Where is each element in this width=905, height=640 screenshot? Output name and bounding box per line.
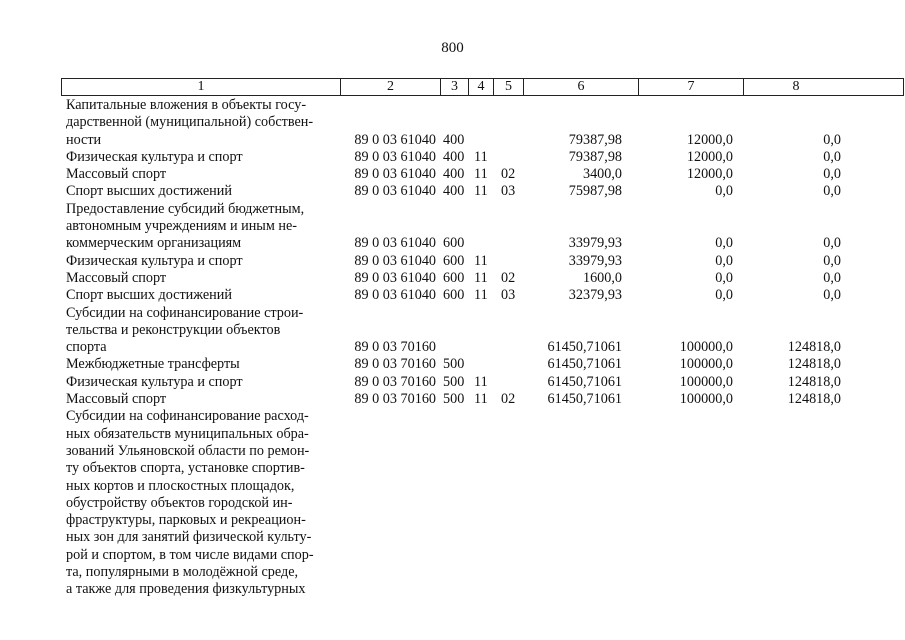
table-row [61, 253, 904, 270]
row-name [61, 356, 340, 373]
column-header-1: 1 [62, 79, 341, 95]
row-value-6: 75987,98 [568, 183, 622, 200]
row-name-line: Массовый спорт [66, 166, 167, 183]
row-name [61, 391, 340, 408]
row-csr: 89 0 03 70160 [354, 339, 436, 356]
row-rz: 11 [474, 373, 488, 390]
row-name [61, 287, 340, 304]
row-name-line: зований Ульяновской области по ремон- [66, 442, 310, 459]
row-rz: 11 [474, 148, 488, 165]
row-value-6: 3400,0 [582, 166, 622, 183]
row-name-line: Физическая культура и спорт [66, 373, 243, 390]
row-name-line: ту объектов спорта, установке спортив- [66, 460, 305, 477]
column-header-2: 2 [341, 79, 441, 95]
row-name-line: Спорт высших достижений [66, 287, 232, 304]
row-rz: 11 [474, 166, 488, 183]
row-vr: 400 [443, 183, 465, 200]
row-name-line: Межбюджетные трансферты [66, 356, 240, 373]
row-pr: 02 [501, 166, 516, 183]
row-pr [493, 235, 523, 252]
page-number: 800 [441, 40, 464, 56]
row-pr [493, 253, 523, 270]
column-header-8: 8 [792, 79, 800, 94]
row-value-8: 124818,0 [787, 373, 841, 390]
row-value-7: 100000,0 [679, 356, 733, 373]
column-header-3: 3 [441, 79, 469, 95]
row-name [61, 166, 340, 183]
row-value-7: 0,0 [715, 269, 733, 286]
row-vr: 400 [443, 166, 465, 183]
table-body [61, 97, 904, 599]
row-rz: 11 [474, 269, 488, 286]
table-row [61, 166, 904, 183]
row-name-line: коммерческим организациям [66, 235, 242, 252]
row-name-line: ных зон для занятий физической культу- [66, 529, 312, 546]
row-pr [493, 374, 523, 391]
column-header-6: 6 [524, 79, 639, 95]
row-name-line: обустройству объектов городской ин- [66, 494, 293, 511]
row-vr: 500 [443, 356, 465, 373]
row-value-6: 79387,98 [568, 131, 622, 148]
row-value-6: 61450,71061 [547, 373, 622, 390]
row-pr: 02 [501, 391, 516, 408]
row-csr: 89 0 03 61040 [354, 166, 436, 183]
row-csr: 89 0 03 70160 [354, 373, 436, 390]
row-csr: 89 0 03 70160 [354, 391, 436, 408]
row-name-line: Массовый спорт [66, 269, 167, 286]
row-pr: 02 [501, 269, 516, 286]
row-name-line: спорта [66, 339, 107, 356]
column-header-5: 5 [494, 79, 524, 95]
row-name-line: та, популярными в молодёжной среде, [66, 564, 299, 581]
row-csr: 89 0 03 61040 [354, 252, 436, 269]
row-value-8: 124818,0 [787, 339, 841, 356]
row-rz [468, 356, 493, 373]
row-value-6: 32379,93 [568, 287, 622, 304]
row-name-line: ности [66, 131, 102, 148]
row-value-7: 0,0 [715, 252, 733, 269]
row-value-8: 0,0 [823, 148, 841, 165]
row-csr: 89 0 03 70160 [354, 356, 436, 373]
table-row [61, 149, 904, 166]
row-value-7: 100000,0 [679, 339, 733, 356]
row-pr: 03 [501, 183, 516, 200]
row-csr: 89 0 03 61040 [354, 269, 436, 286]
row-value-6: 33979,93 [568, 252, 622, 269]
row-name [61, 201, 340, 253]
row-value-8: 0,0 [823, 183, 841, 200]
row-value-8: 0,0 [823, 131, 841, 148]
row-value-7: 12000,0 [686, 131, 733, 148]
table-row [61, 356, 904, 373]
row-pr [493, 339, 523, 356]
row-pr [493, 356, 523, 373]
row-vr: 500 [443, 391, 465, 408]
row-vr [440, 339, 468, 356]
row-value-8: 0,0 [823, 287, 841, 304]
row-rz: 11 [474, 183, 488, 200]
row-value-7: 12000,0 [686, 166, 733, 183]
row-csr: 89 0 03 61040 [354, 183, 436, 200]
row-name [61, 97, 340, 149]
table-header [61, 78, 904, 96]
row-csr: 89 0 03 61040 [354, 235, 436, 252]
row-value-6: 61450,71061 [547, 391, 622, 408]
row-name-line: тельства и реконструкции объектов [66, 321, 281, 338]
row-value-7: 100000,0 [679, 373, 733, 390]
row-rz [468, 132, 493, 149]
row-name-line: ных кортов и плоскостных площадок, [66, 477, 295, 494]
table-row [61, 408, 904, 598]
row-vr: 600 [443, 269, 465, 286]
row-value-8: 0,0 [823, 166, 841, 183]
table-row [61, 391, 904, 408]
table-row [61, 305, 904, 357]
row-name-line: ных обязательств муниципальных обра- [66, 425, 309, 442]
column-header-7: 7 [639, 79, 744, 95]
row-rz [468, 339, 493, 356]
row-vr: 600 [443, 235, 465, 252]
row-value-8: 0,0 [823, 235, 841, 252]
row-vr: 400 [443, 148, 465, 165]
row-name-line: а также для проведения физкультурных [66, 581, 306, 598]
row-rz: 11 [474, 391, 488, 408]
row-name-line: Субсидии на софинансирование расход- [66, 408, 309, 425]
row-vr: 600 [443, 252, 465, 269]
row-value-8: 0,0 [823, 269, 841, 286]
row-csr: 89 0 03 61040 [354, 131, 436, 148]
row-name-line: фраструктуры, парковых и рекреацион- [66, 512, 306, 529]
row-name-line: Предоставление субсидий бюджетным, [66, 200, 305, 217]
row-name [61, 305, 340, 357]
table-row [61, 374, 904, 391]
row-vr: 400 [443, 131, 465, 148]
row-pr [493, 132, 523, 149]
row-name-line: Физическая культура и спорт [66, 252, 243, 269]
column-header-4: 4 [469, 79, 494, 95]
row-name [61, 149, 340, 166]
row-value-6: 61450,71061 [547, 339, 622, 356]
row-value-6: 79387,98 [568, 148, 622, 165]
row-name [61, 253, 340, 270]
row-value-7: 100000,0 [679, 391, 733, 408]
row-name-line: Субсидии на софинансирование строи- [66, 304, 304, 321]
row-name-line: дарственной (муниципальной) собствен- [66, 114, 314, 131]
row-value-6: 61450,71061 [547, 356, 622, 373]
row-value-7: 0,0 [715, 235, 733, 252]
row-name [61, 408, 340, 598]
row-name-line: Капитальные вложения в объекты госу- [66, 97, 307, 113]
table-row [61, 183, 904, 200]
row-rz: 11 [474, 287, 488, 304]
row-value-8: 124818,0 [787, 356, 841, 373]
row-csr: 89 0 03 61040 [354, 148, 436, 165]
row-rz [468, 235, 493, 252]
table-row [61, 270, 904, 287]
row-name-line: Физическая культура и спорт [66, 148, 243, 165]
row-pr: 03 [501, 287, 516, 304]
row-value-8: 0,0 [823, 252, 841, 269]
row-vr: 600 [443, 287, 465, 304]
row-pr [493, 149, 523, 166]
row-value-6: 1600,0 [582, 269, 622, 286]
row-value-7: 0,0 [715, 183, 733, 200]
row-value-8: 124818,0 [787, 391, 841, 408]
row-vr: 500 [443, 373, 465, 390]
row-name-line: Спорт высших достижений [66, 183, 232, 200]
row-rz: 11 [474, 252, 488, 269]
table-row [61, 97, 904, 149]
table-row [61, 201, 904, 253]
row-name-line: рой и спортом, в том числе видами спор- [66, 546, 314, 563]
row-value-7: 0,0 [715, 287, 733, 304]
row-name [61, 183, 340, 200]
row-name [61, 374, 340, 391]
row-value-6: 33979,93 [568, 235, 622, 252]
row-name-line: автономным учреждениям и иным не- [66, 218, 297, 235]
row-name-line: Массовый спорт [66, 391, 167, 408]
table-row [61, 287, 904, 304]
row-csr: 89 0 03 61040 [354, 287, 436, 304]
row-name [61, 270, 340, 287]
row-value-7: 12000,0 [686, 148, 733, 165]
